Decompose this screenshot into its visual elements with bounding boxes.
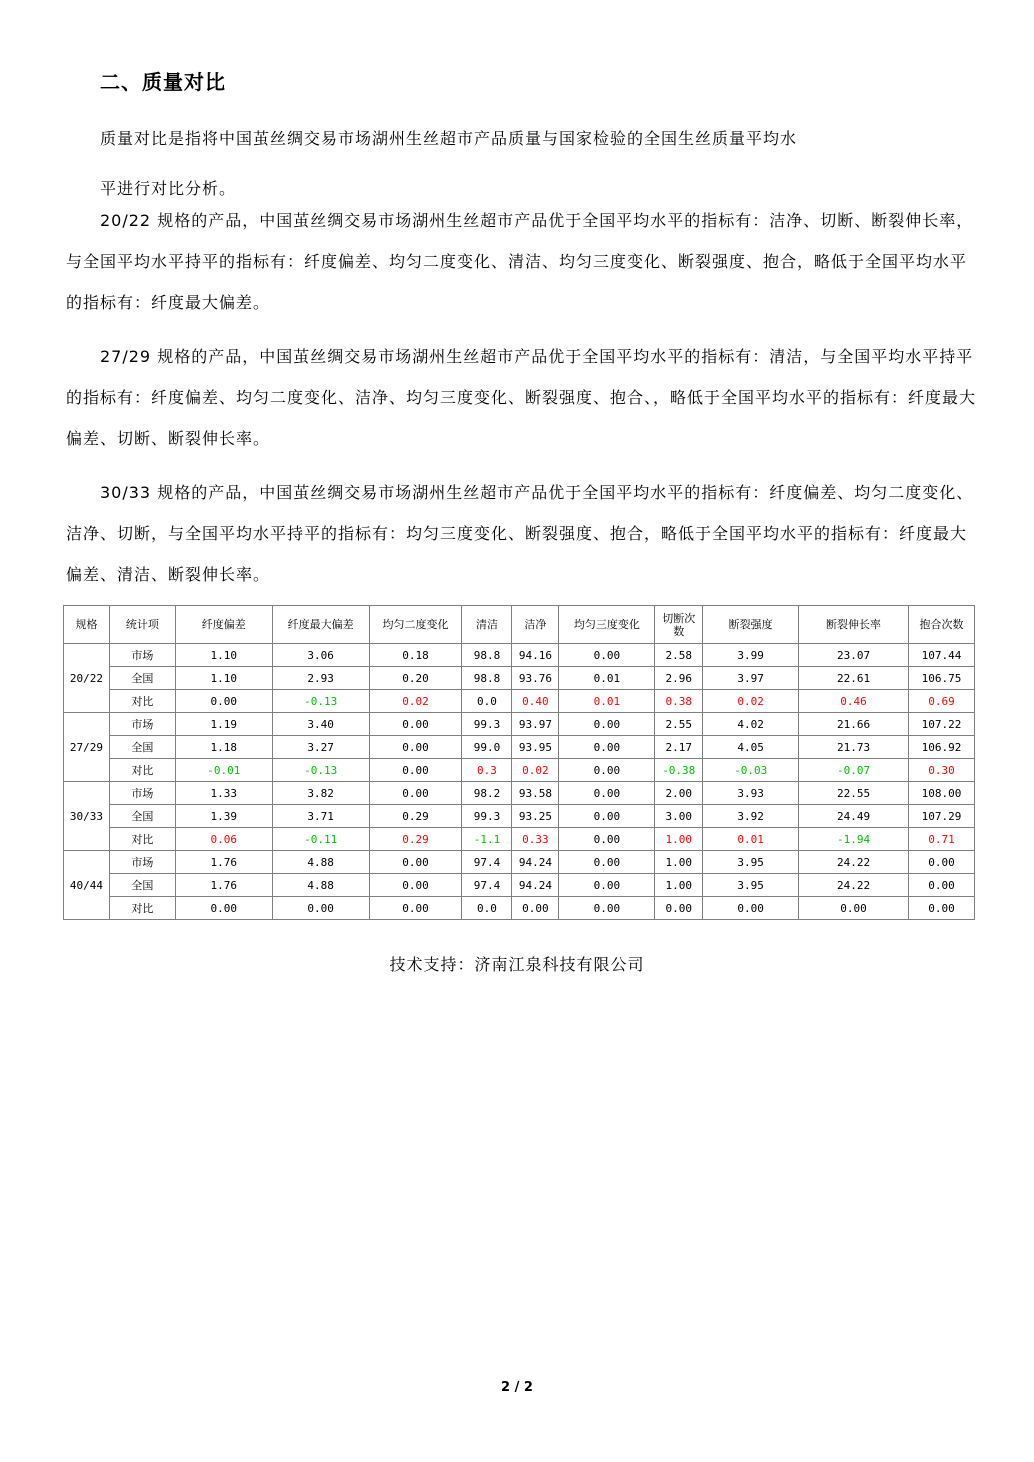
value-cell: 1.00	[655, 828, 703, 851]
column-header: 抱合次数	[908, 606, 974, 644]
value-cell: 1.18	[175, 736, 272, 759]
value-cell: 106.92	[908, 736, 974, 759]
value-cell: 22.61	[799, 667, 909, 690]
value-cell: 1.00	[655, 874, 703, 897]
value-cell: 24.49	[799, 805, 909, 828]
paragraph-30-33: 30/33 规格的产品，中国茧丝绸交易市场湖州生丝超市产品优于全国平均水平的指标有：纤度偏差、均匀二度变化、洁净、切断，与全国平均水平持平的指标有：均匀三度变化、断裂强度、抱合，略低于全国平均水平的指标有：纤度最大偏差、清洁、断裂伸长率。	[66, 483, 974, 584]
value-cell: 99.0	[462, 736, 512, 759]
value-cell: 94.24	[512, 851, 559, 874]
value-cell: 1.76	[175, 851, 272, 874]
footer-tech-support: 技术支持：济南江泉科技有限公司	[389, 955, 645, 974]
value-cell: 108.00	[908, 782, 974, 805]
value-cell: 0.00	[369, 782, 462, 805]
value-cell: 0.00	[559, 736, 655, 759]
value-cell: 0.00	[559, 782, 655, 805]
value-cell: 98.2	[462, 782, 512, 805]
value-cell: 23.07	[799, 644, 909, 667]
value-cell: -1.1	[462, 828, 512, 851]
value-cell: 3.95	[703, 851, 799, 874]
value-cell: 24.22	[799, 874, 909, 897]
value-cell: 0.00	[369, 713, 462, 736]
value-cell: 0.00	[369, 736, 462, 759]
value-cell: 21.66	[799, 713, 909, 736]
value-cell: 93.95	[512, 736, 559, 759]
value-cell: 0.38	[655, 690, 703, 713]
section-title: 二、质量对比	[100, 70, 226, 94]
value-cell: 0.20	[369, 667, 462, 690]
table-row	[64, 782, 975, 805]
table-row	[64, 897, 975, 920]
value-cell: 4.88	[272, 874, 369, 897]
spec-cell: 20/22	[64, 644, 110, 713]
value-cell: 2.17	[655, 736, 703, 759]
value-cell: 0.00	[908, 874, 974, 897]
value-cell: 0.00	[369, 897, 462, 920]
value-cell: 0.00	[272, 897, 369, 920]
value-cell: 3.06	[272, 644, 369, 667]
value-cell: 93.58	[512, 782, 559, 805]
value-cell: 0.30	[908, 759, 974, 782]
intro-line-2: 平进行对比分析。	[100, 179, 237, 198]
value-cell: 94.16	[512, 644, 559, 667]
column-header: 纤度偏差	[175, 606, 272, 644]
row-label: 全国	[109, 805, 175, 828]
value-cell: 107.22	[908, 713, 974, 736]
table-row	[64, 828, 975, 851]
value-cell: 24.22	[799, 851, 909, 874]
row-label: 市场	[109, 713, 175, 736]
table-row	[64, 644, 975, 667]
value-cell: 3.27	[272, 736, 369, 759]
value-cell: 0.01	[559, 667, 655, 690]
value-cell: 0.01	[559, 690, 655, 713]
value-cell: 0.00	[559, 828, 655, 851]
value-cell: 107.44	[908, 644, 974, 667]
value-cell: 0.00	[559, 805, 655, 828]
value-cell: 4.02	[703, 713, 799, 736]
value-cell: 0.00	[175, 897, 272, 920]
value-cell: -0.01	[175, 759, 272, 782]
value-cell: 4.88	[272, 851, 369, 874]
spec-cell: 40/44	[64, 851, 110, 920]
value-cell: 0.46	[799, 690, 909, 713]
value-cell: 0.71	[908, 828, 974, 851]
value-cell: 107.29	[908, 805, 974, 828]
value-cell: 3.95	[703, 874, 799, 897]
value-cell: -0.03	[703, 759, 799, 782]
value-cell: 0.00	[559, 897, 655, 920]
value-cell: 2.58	[655, 644, 703, 667]
value-cell: 0.00	[559, 759, 655, 782]
value-cell: 97.4	[462, 851, 512, 874]
column-header: 洁净	[512, 606, 559, 644]
value-cell: 1.39	[175, 805, 272, 828]
spec-cell: 27/29	[64, 713, 110, 782]
column-header: 切断次 数	[655, 606, 703, 644]
value-cell: 0.29	[369, 828, 462, 851]
value-cell: 3.99	[703, 644, 799, 667]
value-cell: 0.01	[703, 828, 799, 851]
table-header-row	[64, 606, 975, 644]
value-cell: -0.11	[272, 828, 369, 851]
value-cell: 0.0	[462, 690, 512, 713]
value-cell: 94.24	[512, 874, 559, 897]
row-label: 全国	[109, 874, 175, 897]
row-label: 对比	[109, 828, 175, 851]
value-cell: 0.00	[908, 897, 974, 920]
value-cell: 93.76	[512, 667, 559, 690]
value-cell: 98.8	[462, 644, 512, 667]
value-cell: 99.3	[462, 805, 512, 828]
paragraph-20-22: 20/22 规格的产品，中国茧丝绸交易市场湖州生丝超市产品优于全国平均水平的指标有：洁净、切断、断裂伸长率，与全国平均水平持平的指标有：纤度偏差、均匀二度变化、清洁、均匀三度变化、断裂强度、抱合，略低于全国平均水平的指标有：纤度最大偏差。	[66, 211, 974, 312]
value-cell: 0.69	[908, 690, 974, 713]
value-cell: -0.13	[272, 690, 369, 713]
value-cell: 93.25	[512, 805, 559, 828]
value-cell: 2.00	[655, 782, 703, 805]
row-label: 对比	[109, 759, 175, 782]
value-cell: -0.07	[799, 759, 909, 782]
spec-cell: 30/33	[64, 782, 110, 851]
table-row	[64, 667, 975, 690]
value-cell: -0.38	[655, 759, 703, 782]
value-cell: 97.4	[462, 874, 512, 897]
value-cell: 0.18	[369, 644, 462, 667]
value-cell: 3.82	[272, 782, 369, 805]
value-cell: 3.92	[703, 805, 799, 828]
value-cell: 0.00	[369, 851, 462, 874]
paragraph-27-29: 27/29 规格的产品，中国茧丝绸交易市场湖州生丝超市产品优于全国平均水平的指标有：清洁，与全国平均水平持平的指标有：纤度偏差、均匀二度变化、洁净、均匀三度变化、断裂强度、抱合、，略低于全国平均水平的指标有：纤度最大偏差、切断、断裂伸长率。	[66, 347, 977, 448]
column-header: 均匀二度变化	[369, 606, 462, 644]
value-cell: 0.00	[908, 851, 974, 874]
intro-line-1: 质量对比是指将中国茧丝绸交易市场湖州生丝超市产品质量与国家检验的全国生丝质量平均水	[100, 129, 798, 148]
column-header: 断裂强度	[703, 606, 799, 644]
value-cell: 0.00	[655, 897, 703, 920]
value-cell: 0.3	[462, 759, 512, 782]
value-cell: 0.33	[512, 828, 559, 851]
row-label: 全国	[109, 667, 175, 690]
table-row	[64, 713, 975, 736]
value-cell: 0.02	[369, 690, 462, 713]
row-label: 市场	[109, 851, 175, 874]
table-row	[64, 805, 975, 828]
value-cell: 21.73	[799, 736, 909, 759]
value-cell: 2.55	[655, 713, 703, 736]
value-cell: 99.3	[462, 713, 512, 736]
value-cell: 3.40	[272, 713, 369, 736]
value-cell: 3.93	[703, 782, 799, 805]
value-cell: 0.00	[559, 713, 655, 736]
value-cell: 0.40	[512, 690, 559, 713]
value-cell: 1.19	[175, 713, 272, 736]
value-cell: 1.33	[175, 782, 272, 805]
table-body	[64, 644, 975, 920]
value-cell: 0.00	[799, 897, 909, 920]
quality-comparison-table	[63, 605, 975, 920]
value-cell: 0.00	[369, 874, 462, 897]
table-row	[64, 690, 975, 713]
row-label: 全国	[109, 736, 175, 759]
value-cell: 0.00	[369, 759, 462, 782]
value-cell: 0.02	[512, 759, 559, 782]
value-cell: 3.97	[703, 667, 799, 690]
value-cell: 93.97	[512, 713, 559, 736]
column-header: 统计项	[109, 606, 175, 644]
row-label: 对比	[109, 897, 175, 920]
value-cell: 22.55	[799, 782, 909, 805]
value-cell: 2.93	[272, 667, 369, 690]
value-cell: 0.06	[175, 828, 272, 851]
value-cell: 3.71	[272, 805, 369, 828]
value-cell: 0.0	[462, 897, 512, 920]
page-number: 2 / 2	[501, 1380, 533, 1395]
column-header: 断裂伸长率	[799, 606, 909, 644]
table-row	[64, 851, 975, 874]
value-cell: 0.00	[559, 644, 655, 667]
value-cell: 1.76	[175, 874, 272, 897]
column-header: 规格	[64, 606, 110, 644]
table-row	[64, 759, 975, 782]
row-label: 对比	[109, 690, 175, 713]
value-cell: 1.10	[175, 644, 272, 667]
value-cell: 3.00	[655, 805, 703, 828]
value-cell: 0.29	[369, 805, 462, 828]
value-cell: 0.00	[175, 690, 272, 713]
value-cell: 106.75	[908, 667, 974, 690]
value-cell: 0.00	[703, 897, 799, 920]
value-cell: 1.00	[655, 851, 703, 874]
table-row	[64, 874, 975, 897]
row-label: 市场	[109, 644, 175, 667]
row-label: 市场	[109, 782, 175, 805]
value-cell: 2.96	[655, 667, 703, 690]
column-header: 纤度最大偏差	[272, 606, 369, 644]
value-cell: 0.00	[559, 851, 655, 874]
value-cell: 0.02	[703, 690, 799, 713]
table-row	[64, 736, 975, 759]
value-cell: 0.00	[559, 874, 655, 897]
value-cell: 0.00	[512, 897, 559, 920]
value-cell: 98.8	[462, 667, 512, 690]
column-header: 均匀三度变化	[559, 606, 655, 644]
value-cell: -1.94	[799, 828, 909, 851]
value-cell: -0.13	[272, 759, 369, 782]
value-cell: 4.05	[703, 736, 799, 759]
value-cell: 1.10	[175, 667, 272, 690]
column-header: 清洁	[462, 606, 512, 644]
